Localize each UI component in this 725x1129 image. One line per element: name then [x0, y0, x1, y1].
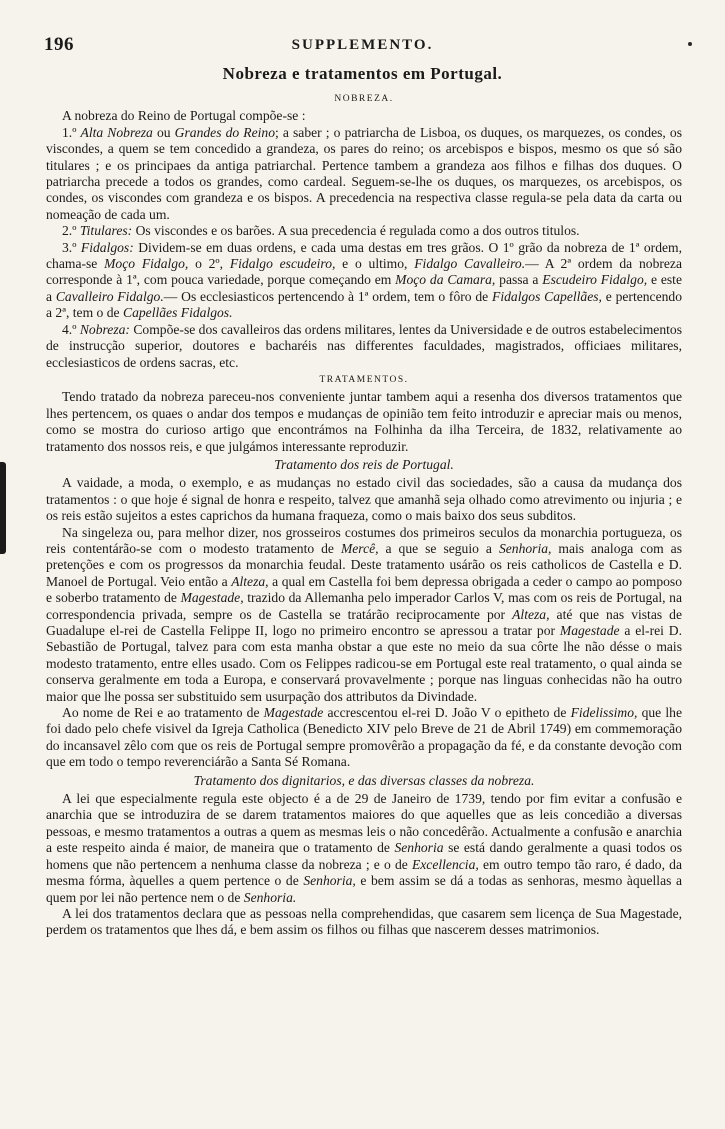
section-heading-tratamentos: TRATAMENTOS.: [319, 374, 409, 385]
section-heading-nobreza: NOBREZA.: [334, 94, 394, 104]
section-heading-reis: Tratamento dos reis de Portugal.: [274, 456, 454, 472]
paragraph-tratamentos: Tendo tratado da nobreza pareceu-nos conveniente juntar tambem aqui a resenha dos diversos tratamentos que lhes pertencem, os quaes o andar dos tempos e mudanças de opinião tem feito introduzir e apreciar mais ou menos, como se mostra do curioso artigo que encontrámos na Folhinha da ilha Terceira, de 1832, relativamente ao tratamento dos nossos reis, e que julgámos interessante reproduzir.: [46, 389, 682, 454]
article-title: Nobreza e tratamentos em Portugal.: [222, 64, 503, 83]
page-number: 196: [44, 34, 74, 55]
paragraph-reis-1: A vaidade, a moda, o exemplo, e as mudanças no estado civil das sociedades, são a causa da mudança dos tratamentos : o que hoje é signal de honra e respeito, talvez que amanhã seja olhado como atrevimento ou injuria ; e os reis estão sujeitos a estes caprichos da humana fraqueza, como o mais baixo dos seus subditos.: [46, 475, 682, 524]
paragraph-dignitarios-1: A lei que especialmente regula este objecto é a de 29 de Janeiro de 1739, tendo por fim evitar a confusão e anarchia que se introduzira de se darem tratamentos maiores do que aquelles que as leis concedião a diversas pessoas, e mesmo tratamentos a outras a quem as mesmas leis o não concedêrão. Actualmente a confusão e anarchia a este respeito ainda é maior, de maneira que o tratamento de Senhoria se está dando geralmente a quasi todos os homens que não pertencem a nenhuma classe da nobreza ; e o de Excellencia, em outro tempo tão raro, é dado, da mesma fórma, àquelles a quem pertence o de Senhoria, e bem assim se dá a todas as senhoras, mesmo àquellas a quem por lei não pertence nem o de Senhoria.: [46, 791, 683, 905]
ink-dot: [688, 42, 692, 46]
paragraph-reis-2: Na singeleza ou, para melhor dizer, nos grosseiros costumes dos primeiros seculos da monarchia portugueza, os reis contentárão-se com o modesto tratamento de Mercê, a que se seguio a Senhoria, mais analoga com as pretenções e com os progressos da monarchia feudal. Deste tratamento usárão os reis catholicos de Castella e D. Manoel de Portugal. Veio então a Alteza, a qual em Castella foi bem depressa obrigada a ceder o campo ao pomposo e soberbo tratamento de Magestade, trazido da Allemanha pelo imperador Carlos V, mas com os reis de Portugal, na correspondencia privada, sempre os de Castella se tratárão reciprocamente por Alteza, até que nas vistas de Guadalupe el-rei de Castella Felippe II, logo no primeiro encontro se apressou a tratar por Magestade a el-rei D. Sebastião de Portugal, talvez para com esta manha obstar a que este no meio da sua côrte lhe não désse o mais modesto tratamento, entre elles usado. Com os Felippes radicou-se em Portugal este real tratamento, o qual ainda se conserva geralmente em toda a Europa, e conservará provavelmente ; porque nas linguas conhecidas não ha outro maior que lhe possa ser substituido sem usurpação dos attributos da Divindade.: [46, 524, 683, 704]
paragraph-titulares: 2.º Titulares: Os viscondes e os barões. A sua precedencia é regulada como a dos outros titulos.: [62, 223, 580, 239]
section-heading-dignitarios: Tratamento dos dignitarios, e das diversas classes da nobreza.: [193, 772, 535, 788]
article-body: [46, 90, 682, 939]
paragraph-fidalgos: 3.º Fidalgos: Dividem-se em duas ordens, e cada uma destas em tres grãos. O 1º grão da nobreza de 1ª ordem, chama-se Moço Fidalgo, o 2º, Fidalgo escudeiro, e o ultimo, Fidalgo Cavalleiro.— A 2ª ordem da nobreza corresponde à 1ª, com pouca variedade, porque começando em Moço da Camara, passa a Escudeiro Fidalgo, e este a Cavalleiro Fidalgo.— Os ecclesiasticos pertencendo à 1ª ordem, tem o fôro de Fidalgos Capellães, e pertencendo a 2ª, tem o de Capellães Fidalgos.: [46, 239, 683, 321]
paragraph-reis-3: Ao nome de Rei e ao tratamento de Magestade accrescentou el-rei D. João V o epitheto de Fidelissimo, que lhe foi dado pelo chefe visivel da Igreja Catholica (Benedicto XIV pelo Breve de 21 de Abril 1749) em commemoração do incansavel zêlo com que os reis de Portugal sempre promovêrão a propagação da fé, e da constante devoção com que em todo o tempo reverenciárão a Santa Sé Romana.: [46, 705, 682, 770]
paragraph-nobreza: 4.º Nobreza: Compõe-se dos cavalleiros das ordens militares, lentes da Universidade e de outros estabelecimentos de instrucção superior, doutores e bacharéis nas differentes faculdades, magistrados, officiaes militares, ecclesiasticos de ordens sacras, etc.: [46, 321, 683, 370]
running-title: SUPPLEMENTO.: [291, 37, 434, 53]
page-header: [0, 34, 725, 56]
margin-ink-bar: [0, 462, 6, 554]
paragraph-intro: A nobreza do Reino de Portugal compõe-se :: [62, 108, 306, 124]
paragraph-dignitarios-2: A lei dos tratamentos declara que as pessoas nella comprehendidas, que casarem sem licença de Sua Magestade, perdem os tratamentos que lhes dá, e bem assim os filhos ou filhas que nascerem desses matrimonios.: [46, 905, 682, 938]
paragraph-alta-nobreza: 1.º Alta Nobreza ou Grandes do Reino; a saber ; o patriarcha de Lisboa, os duques, os marquezes, os condes, os viscondes, a quem se tem concedido a grandeza, os pares do reino; os arcebispos e bispos, mesmo os que só são titulares ; e os principaes da antiga patriarchal. Pertence tambem a grandeza aos filhos e filhas dos duques. O patriarcha precede a todos os grandes, como cardeal. Seguem-se-lhe os duques, os marquezes, os arcebispos, os condes, os viscondes com grandeza e os bispos. A precedencia na respectiva classe regula-se pela data da carta ou nomeação de cada um.: [46, 124, 682, 222]
